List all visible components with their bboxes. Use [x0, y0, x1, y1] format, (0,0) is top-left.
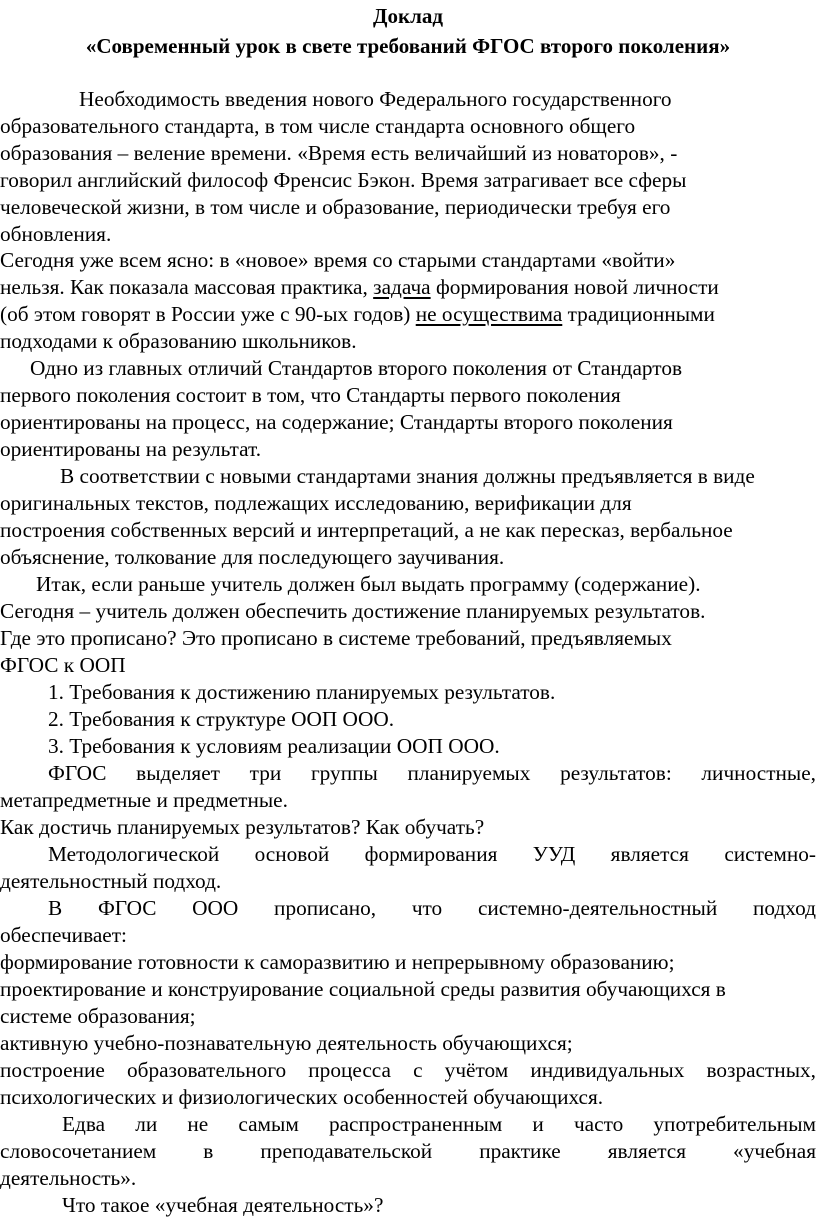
text-line: построения собственных версий и интерпретаций, а не как пересказ, вербальное — [0, 518, 733, 542]
text-line — [0, 274, 816, 300]
text-line: системе образования; — [0, 1004, 196, 1028]
document-heading: Доклад — [373, 4, 443, 28]
text-line — [0, 301, 816, 327]
text-line: обновления. — [0, 222, 112, 246]
text-line: Что такое «учебная деятельность»? — [62, 1193, 384, 1217]
text-line: проектирование и конструирование социальной среды развития обучающихся в — [0, 977, 726, 1001]
text-line: активную учебно-познавательную деятельность обучающихся; — [0, 1031, 573, 1055]
text-line: психологических и физиологических особенностей обучающихся. — [0, 1085, 604, 1109]
text-line: словосочетанием в преподавательской практике является «учебная — [0, 1139, 816, 1163]
text-line: первого поколения состоит в том, что Стандарты первого поколения — [0, 383, 621, 407]
text-line: Одно из главных отличий Стандартов второго поколения от Стандартов — [30, 356, 683, 380]
text-line: ФГОС выделяет три группы планируемых результатов: личностные, — [48, 761, 816, 785]
text-line: обеспечивает: — [0, 923, 127, 947]
text-line: говорил английский философ Френсис Бэкон. Время затрагивает все сферы — [0, 168, 687, 192]
text-line: человеческой жизни, в том числе и образование, периодически требуя его — [0, 195, 671, 219]
text-line: Сегодня уже всем ясно: в «новое» время со старыми стандартами «войти» — [0, 248, 676, 272]
list-item: 2. Требования к структуре ООП ООО. — [48, 707, 395, 731]
text-line: Необходимость введения нового Федерального государственного — [79, 87, 672, 111]
text-line: В соответствии с новыми стандартами знания должны предъявляется в виде — [60, 464, 755, 488]
text-line: В ФГОС ООО прописано, что системно-деятельностный подход — [48, 896, 816, 920]
underlined-term: не осуществима — [415, 302, 563, 326]
text-line: формирование готовности к саморазвитию и непрерывному образованию; — [0, 950, 675, 974]
text-line: Итак, если раньше учитель должен был выдать программу (содержание). — [36, 572, 701, 596]
list-item: 1. Требования к достижению планируемых результатов. — [48, 680, 556, 704]
text-line: ориентированы на процесс, на содержание; Стандарты второго поколения — [0, 410, 673, 434]
text-span: традиционными — [562, 302, 715, 326]
text-line: деятельностный подход. — [0, 869, 222, 893]
text-line: объяснение, толкование для последующего заучивания. — [0, 545, 505, 569]
text-line: метапредметные и предметные. — [0, 788, 288, 812]
underlined-term: задача — [373, 275, 431, 299]
text-line: Сегодня – учитель должен обеспечить достижение планируемых результатов. — [0, 599, 706, 623]
text-span: нельзя. Как показала массовая практика, — [0, 275, 374, 299]
text-line: Едва ли не самым распространенным и часто употребительным — [62, 1112, 816, 1136]
text-span: формирования новой личности — [430, 275, 719, 299]
text-line: образовательного стандарта, в том числе стандарта основного общего — [0, 114, 636, 138]
text-line: ориентированы на результат. — [0, 437, 262, 461]
text-line: оригинальных текстов, подлежащих исследованию, верификации для — [0, 491, 632, 515]
text-line: деятельность». — [0, 1166, 137, 1190]
text-line: подходами к образованию школьников. — [0, 329, 357, 353]
text-span: (об этом говорят в России уже с 90-ых годов) — [0, 302, 416, 326]
text-line: построение образовательного процесса с учётом индивидуальных возрастных, — [0, 1058, 816, 1082]
list-item: 3. Требования к условиям реализации ООП ООО. — [48, 734, 500, 758]
text-line: ФГОС к ООП — [0, 653, 126, 677]
text-line: Где это прописано? Это прописано в системе требований, предъявляемых — [0, 626, 672, 650]
document-title: «Современный урок в свете требований ФГОС второго поколения» — [85, 34, 731, 58]
text-line: Как достичь планируемых результатов? Как обучать? — [0, 815, 485, 839]
text-line: Методологической основой формирования УУД является системно- — [48, 842, 816, 866]
text-line: образования – веление времени. «Время есть величайший из новаторов», - — [0, 141, 678, 165]
